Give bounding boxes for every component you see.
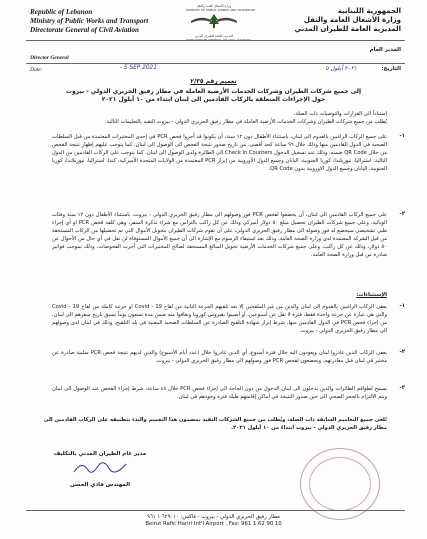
item-number: -١ bbox=[399, 303, 405, 309]
handwritten-signature-icon bbox=[70, 458, 130, 478]
circular-number bbox=[40, 78, 387, 86]
date-value: - 5 SEP 2021 bbox=[120, 65, 157, 71]
footer-en: Beirut Rafic Hariri Int'l Airport , Fax: 961 1 62 90 10 bbox=[145, 521, 282, 527]
footer-ar: مطار رفيق الحريري الدولي - بيروت - فاكس: ٦٢٩٠١٠ ١ ٩٦١ bbox=[147, 514, 280, 520]
header-line: Republic of Lebanon bbox=[30, 8, 93, 16]
footer-divider bbox=[26, 510, 405, 511]
emblem-text: DIRECTORATE GENERAL OF CIVIL AVIATION bbox=[186, 38, 251, 42]
intro-text bbox=[40, 110, 387, 126]
director-general-label: Director General bbox=[30, 55, 69, 61]
closing-text: تُلغى جميع التعاميم السابقة ذات الصلة، ويُطلب من جميع الشركات التقيد بمضمون هذا التعميم والبدء بتطبيقه على الركاب القادمين الى مطار رفيق الحريري الدولي - بيروت ابتداءً من ١٠ أيلول ٢٠٢١. bbox=[43, 417, 387, 431]
header-line: الجمهورية اللبنانية bbox=[337, 7, 401, 15]
emblem-text: MINISTRY OF PUBLIC WORKS AND TRANSPORT bbox=[186, 8, 256, 12]
header-line: المديرية العامة للطيران المدني bbox=[294, 25, 401, 33]
date-label: Date: bbox=[30, 67, 43, 73]
circular-value: ٢/٣٥ bbox=[190, 78, 204, 85]
item-number: -١ bbox=[399, 133, 405, 139]
intro-line: إستناداً الى القرارات والتوصيات ذات الصلة، bbox=[293, 111, 387, 117]
header-arabic bbox=[281, 7, 401, 34]
title-line: إلى جميع شركات الطيران وشركات الخدمات الأرضية العاملة في مطار رفيق الحريري الدولي - بيروت bbox=[65, 88, 362, 95]
item-2-text: على جميع الركاب القادمين الى لبنان، أن يخضعوا لفحص PCR فور وصولهم الى مطار رفيق الحريري الدولي - بيروت، باستثناء الأطفال دون ١٢ سنة وفئات الوبائية، وعلى جميع شركات الطيران تحصيل مبلغ ٥٠ دولار أميركي وذلك عن كل راكب بالتزامن مع شراء تذكرة السفر، وهي كلفة فحص PCR او أي إجراء طبي تشخيصي سيخضع له فور وصوله الى مطار رفيق الحريري الدولي، على أن تقوم شركات الطيران بتحويل الأموال التي تم تحصيلها من الركاب المستحقة من قبل الشركة المعتمدة لدى وزارة الصحة العامة، وذلك بعد استيفاء الرسوم مع الإشارة الى أن جميع الأموال المستوفاة لن تقل في أي حال من الأحوال عن ٥٠ دولار، وذلك عن كل راكب، وعلى جميع شركات الخدمات الأرضية تحويل المبالغ المستحقة لصالح المختبرات التي أجرت الفحوصات، وذلك بموجب فواتير صادرة من قبل وزارة الصحة العامة. bbox=[52, 212, 388, 258]
meta-divider bbox=[26, 63, 405, 64]
header-divider bbox=[26, 40, 405, 41]
stamp-inner-ring bbox=[309, 457, 371, 511]
item-3-text: يسمح لطواقم الطائرات والذين يدخلون الى لبنان الدخول من دون الحاجة الى إجراء فحص PCR خلال ٤٨ ساعة، شرط إجراء الفحص عند الوصول الى لبنان ويتم الالتزام بالحجر الصحي الى حين صدور النتيجة في أماكن إقامتهم طيلة فترة وجودهم في لبنان. bbox=[52, 386, 388, 400]
signature-title: مدير عام الطيران المدني بالتكليف bbox=[53, 451, 147, 457]
cedar-wings-icon bbox=[189, 12, 239, 30]
intro-line: يُطلب من جميع شركات الطيران وشركات الخدمات الأرضية العاملة في مطار رفيق الحريري الدولي - بيروت التقيد بالتعليمات التالية: bbox=[104, 119, 387, 125]
title-line: حول الإجراءات المتعلقة بالركاب القادمين الى لبنان ابتداء من ١٠ أيلول ٢٠٢١ bbox=[101, 95, 326, 103]
header-line: Directorate General of Civil Aviation bbox=[30, 26, 139, 34]
director-general-label-ar: المدير العام bbox=[369, 47, 401, 53]
date-label-ar: التاريخ: bbox=[381, 66, 401, 72]
signature-block bbox=[50, 450, 150, 489]
header-english bbox=[30, 8, 180, 35]
item-number: -٣ bbox=[399, 385, 405, 391]
header-line: Ministry of Public Works and Transport bbox=[30, 17, 149, 25]
exceptions-title: الإستثناءات: bbox=[356, 292, 387, 298]
exception-2-text: يعفى الركاب الذين غادروا لبنان ويعودون اليه خلال فترة أسبوع، أي الذين غادروا خلال (عدد أيام الأسبوع) والذين لديهم نتيجة فحص PCR سلبية صادرة عن مختبر في لبنان قبل مغادرتهم، ويخضعون لفحص PCR فور وصولهم الى مطار رفيق الحريري الدولي - بيروت. bbox=[52, 350, 387, 364]
document-title bbox=[40, 88, 387, 103]
date-value-ar: ٢٠٢١ أيلول ٥ bbox=[325, 66, 357, 72]
emblem-text: وزارة الأشغال العامة والنقل bbox=[196, 4, 232, 8]
footer bbox=[0, 514, 427, 528]
header-line: وزارة الأشغال العامة والنقل bbox=[303, 16, 401, 24]
item-1-text: على جميع الركاب الراغبين بالقدوم الى لبنان، باستثناء الأطفال دون ١٢ سنة، أن يكونوا قد أجروا فحص PCR في إحدى المختبرات المعتمدة من قبل السلطات الصحية في الدول القادمين منها وذلك خلال ٩٦ ساعة كحد أقصى، من تاريخ صدور نتيجة الفحص الى الوصول الى لبنان. كما يتوجب عليهم إظهار نتيجة الفحص من خلال QR Code ضمنه، وذلك عند تسجيل الدخول Check in Counters الى الطائرة ولدى الوصول الى لبنان. كما يتوجب على الركاب القادمين من الدول التالية: استراليا، نيوزيلندا، كوريا الجنوبية، اليابان وجميع الدول الأوروبية من إبراز PCR المعتمدة من الولايات المتحدة الأميركية، كندا، استراليا، نيوزيلاندا، كوريا الجنوبية، اليابان وجميع الدول الاوروبية بدون QR Code. bbox=[52, 134, 388, 172]
emblem-text: المديرية العامة للطيران المدني bbox=[194, 34, 234, 38]
circular-label: تعميم رقم bbox=[205, 78, 237, 85]
signature-name: المهندس فادي الحسن bbox=[69, 482, 131, 488]
item-number: -٢ bbox=[399, 349, 405, 355]
exception-1-text: يعفى الركاب الراغبين بالقدوم الى لبنان والذين من غير الملقحين إلا بعد تلقيهم الجرعة الثانية من لقاح Covid - 19 او جرعة كاملة من لقاح Covid - 19 والتي هي عبارة عن جرعة واحدة فقط، فترة لا تقل عن أسبوعين، أو أصيبوا بفيروس كورونا وتعافوا منه ضمن مدة تسعون يوماً تسبق تاريخ سفرهم الى لبنان، من إجراء فحص PCR في الدول القادمين منها، شرط إبراز شهادة التلقيح الصادرة عن السلطات الصحية المعنية في بلد التلقيح، وذلك في لبنان لدى وصولهم الى مطار رفيق الحريري الدولي - بيروت. bbox=[52, 304, 387, 334]
item-number: -٢ bbox=[399, 211, 405, 217]
ministry-emblem bbox=[186, 4, 256, 42]
